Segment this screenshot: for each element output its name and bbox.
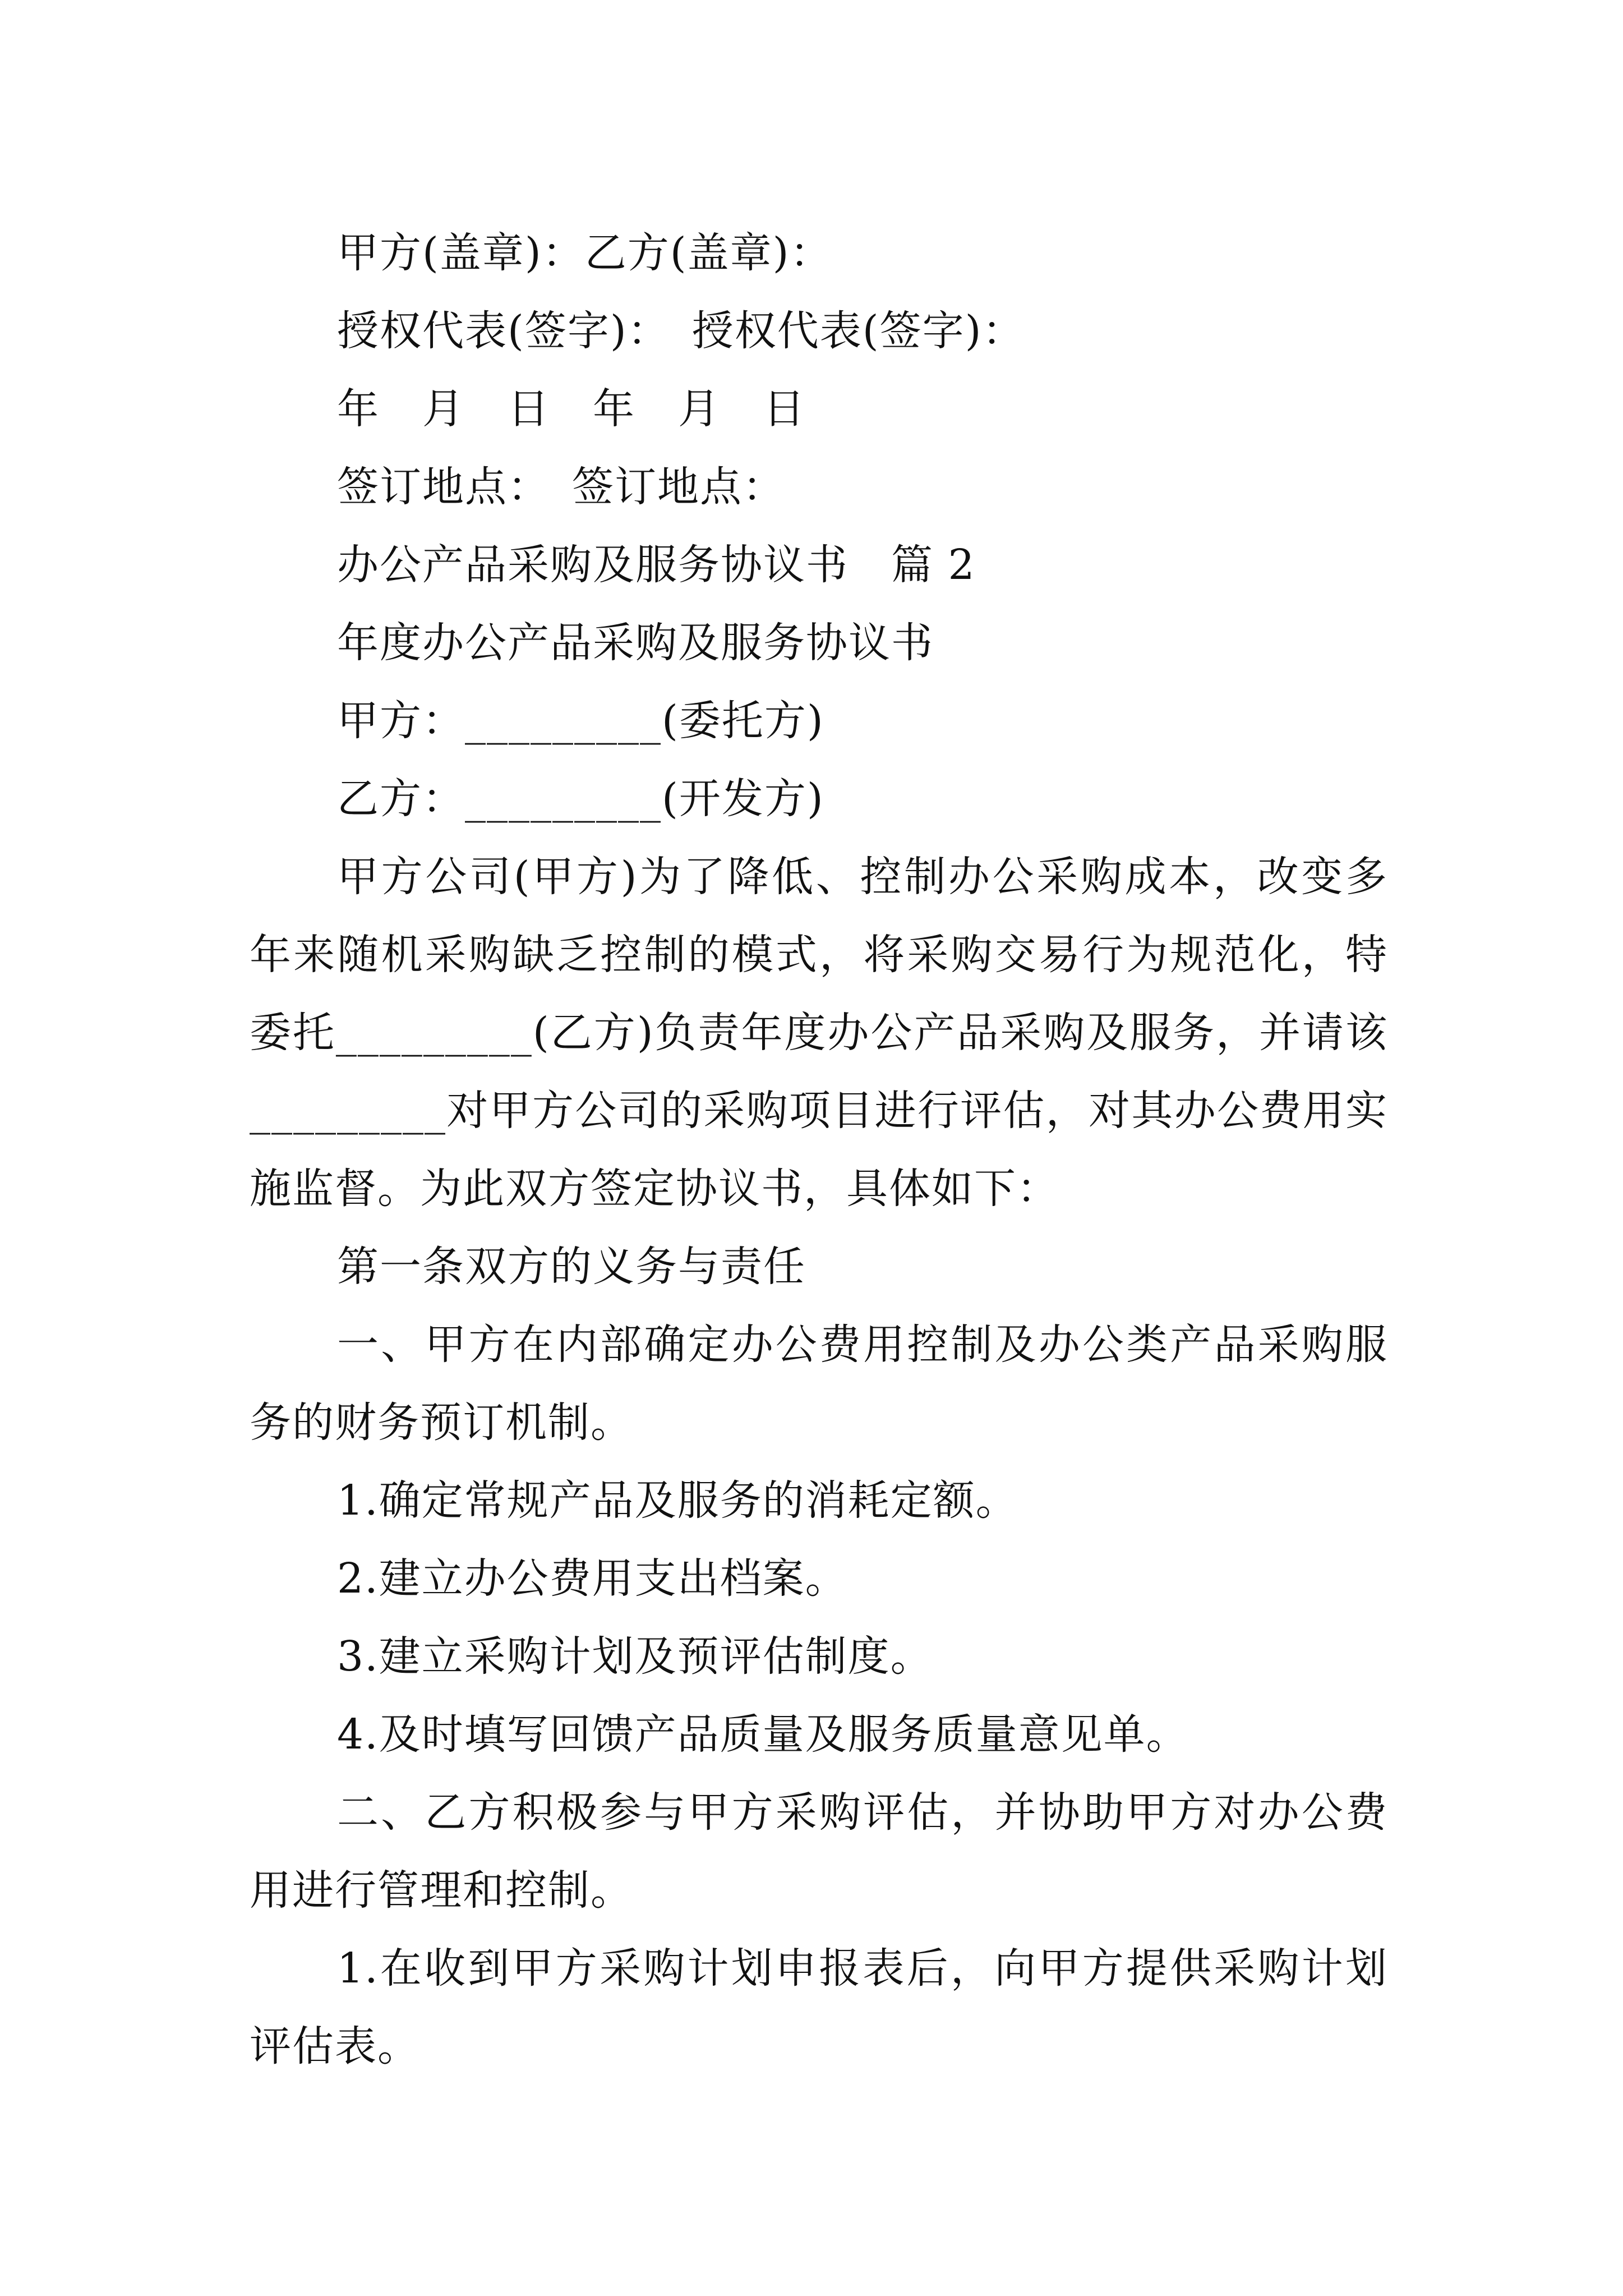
authorized-rep-line: 授权代表(签字)： 授权代表(签字)：	[337, 307, 1025, 355]
clause-1-item: 4.及时填写回馈产品质量及服务质量意见单。	[337, 1710, 1189, 1759]
clause-1-item: 1.确定常规产品及服务的消耗定额。	[337, 1476, 1018, 1525]
party-seal-line: 甲方(盖章)：乙方(盖章)：	[337, 229, 833, 277]
party-b-line: 乙方：_________(开发方)	[337, 775, 824, 823]
document-body	[250, 214, 1388, 2086]
signing-place-line: 签订地点： 签订地点：	[337, 463, 785, 511]
clause-1: 一、甲方在内部确定办公费用控制及办公类产品采购服务的财务预订机制。	[250, 1320, 1388, 1447]
clause-1-item: 2.建立办公费用支出档案。	[337, 1554, 848, 1603]
article-1-title: 第一条双方的义务与责任	[337, 1243, 806, 1291]
intro-paragraph: 甲方公司(甲方)为了降低、控制办公采购成本，改变多年来随机采购缺乏控制的模式，将采购交易行为规范化，特委托_________(乙方)负责年度办公产品采购及服务，并请该_________对甲方公司的采购项目进行评估，对其办公费用实施监督。为此双方签定协议书，具体如下：	[250, 853, 1388, 1213]
section-heading: 办公产品采购及服务协议书 篇 2	[337, 541, 976, 589]
party-a-line: 甲方：_________(委托方)	[337, 697, 824, 745]
clause-2: 二、乙方积极参与甲方采购评估，并协助甲方对办公费用进行管理和控制。	[250, 1788, 1388, 1915]
date-line: 年 月 日 年 月 日	[337, 385, 806, 433]
clause-2-item: 1.在收到甲方采购计划申报表后，向甲方提供采购计划评估表。	[250, 1944, 1388, 2070]
agreement-title: 年度办公产品采购及服务协议书	[337, 619, 934, 667]
clause-1-item: 3.建立采购计划及预评估制度。	[337, 1632, 933, 1681]
